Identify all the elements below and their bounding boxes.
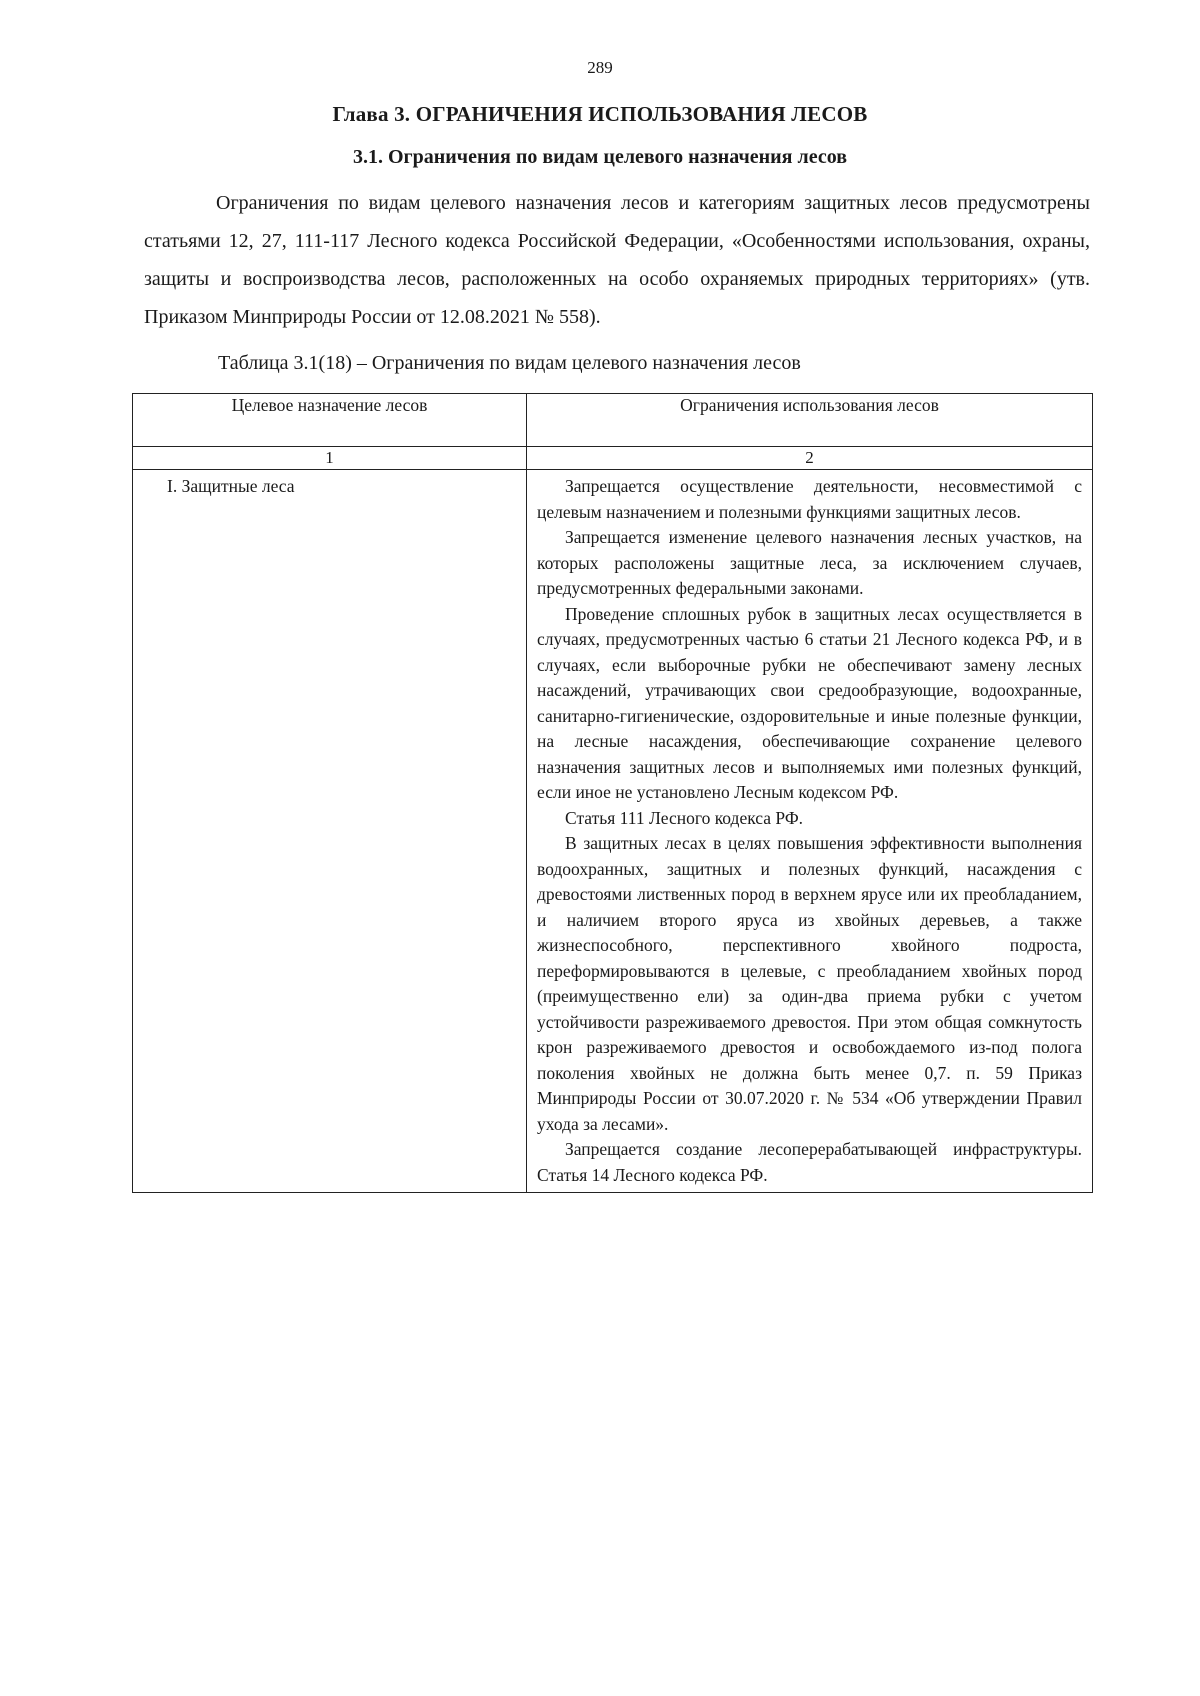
table-caption: Таблица 3.1(18) – Ограничения по видам целевого назначения лесов [218, 352, 801, 374]
restriction-paragraph: Статья 111 Лесного кодекса РФ. [565, 807, 804, 828]
restriction-paragraph: Запрещается осуществление деятельности, несовместимой с целевым назначением и полезными функциями защитных лесов. [537, 476, 1082, 522]
section-title: 3.1. Ограничения по видам целевого назначения лесов [353, 146, 847, 168]
restriction-paragraph: В защитных лесах в целях повышения эффективности выполнения водоохранных, защитных и полезных функций, насаждения с древостоями лиственных пород в верхнем ярусе или их преобладанием, и наличием второго яруса из хвойных деревьев, а также жизнеспособного, перспективного хвойного подроста, переформировываются в целевые, с преобладанием хвойных пород (преимущественно ели) за один-два приема рубки с учетом устойчивости разреживаемого древостоя. При этом общая сомкнутость крон разреживаемого древостоя и освобождаемого из-под полога поколения хвойных не должна быть менее 0,7. п. 59 Приказ Минприроды России от 30.07.2020 г. № 534 «Об утверждении Правил ухода за лесами». [537, 833, 1082, 1134]
forest-type-cell: I. Защитные леса [133, 470, 527, 1193]
table-row [133, 470, 1093, 1193]
column-number-1: 1 [133, 447, 527, 470]
restrictions-table [132, 393, 1093, 1193]
restrictions-cell [527, 470, 1093, 1193]
table-column-number-row [133, 447, 1093, 470]
table-header-row [133, 394, 1093, 447]
intro-paragraph: Ограничения по видам целевого назначения лесов и категориям защитных лесов предусмотрены статьями 12, 27, 111-117 Лесного кодекса Российской Федерации, «Особенностями использования, охраны, защиты и воспроизводства лесов, расположенных на особо охраняемых природных территориях» (утв. Приказом Минприроды России от 12.08.2021 № 558). [144, 192, 1090, 328]
header-forest-purpose: Целевое назначение лесов [133, 394, 527, 447]
column-number-2: 2 [527, 447, 1093, 470]
chapter-title: Глава 3. ОГРАНИЧЕНИЯ ИСПОЛЬЗОВАНИЯ ЛЕСОВ [332, 102, 868, 126]
restriction-paragraph: Проведение сплошных рубок в защитных лесах осуществляется в случаях, предусмотренных частью 6 статьи 21 Лесного кодекса РФ, и в случаях, если выборочные рубки не обеспечивают замену лесных насаждений, утрачивающих свои средообразующие, водоохранные, санитарно-гигиенические, оздоровительные и иные полезные функции, на лесные насаждения, обеспечивающие сохранение целевого назначения защитных лесов и выполняемых ими полезных функций, если иное не установлено Лесным кодексом РФ. [537, 603, 1082, 802]
page-number: 289 [587, 58, 613, 77]
restriction-paragraph: Запрещается создание лесоперерабатывающей инфраструктуры. Статья 14 Лесного кодекса РФ. [537, 1139, 1082, 1185]
header-usage-restrictions: Ограничения использования лесов [527, 394, 1093, 447]
restriction-paragraph: Запрещается изменение целевого назначения лесных участков, на которых расположены защитные леса, за исключением случаев, предусмотренных федеральными законами. [537, 527, 1082, 598]
